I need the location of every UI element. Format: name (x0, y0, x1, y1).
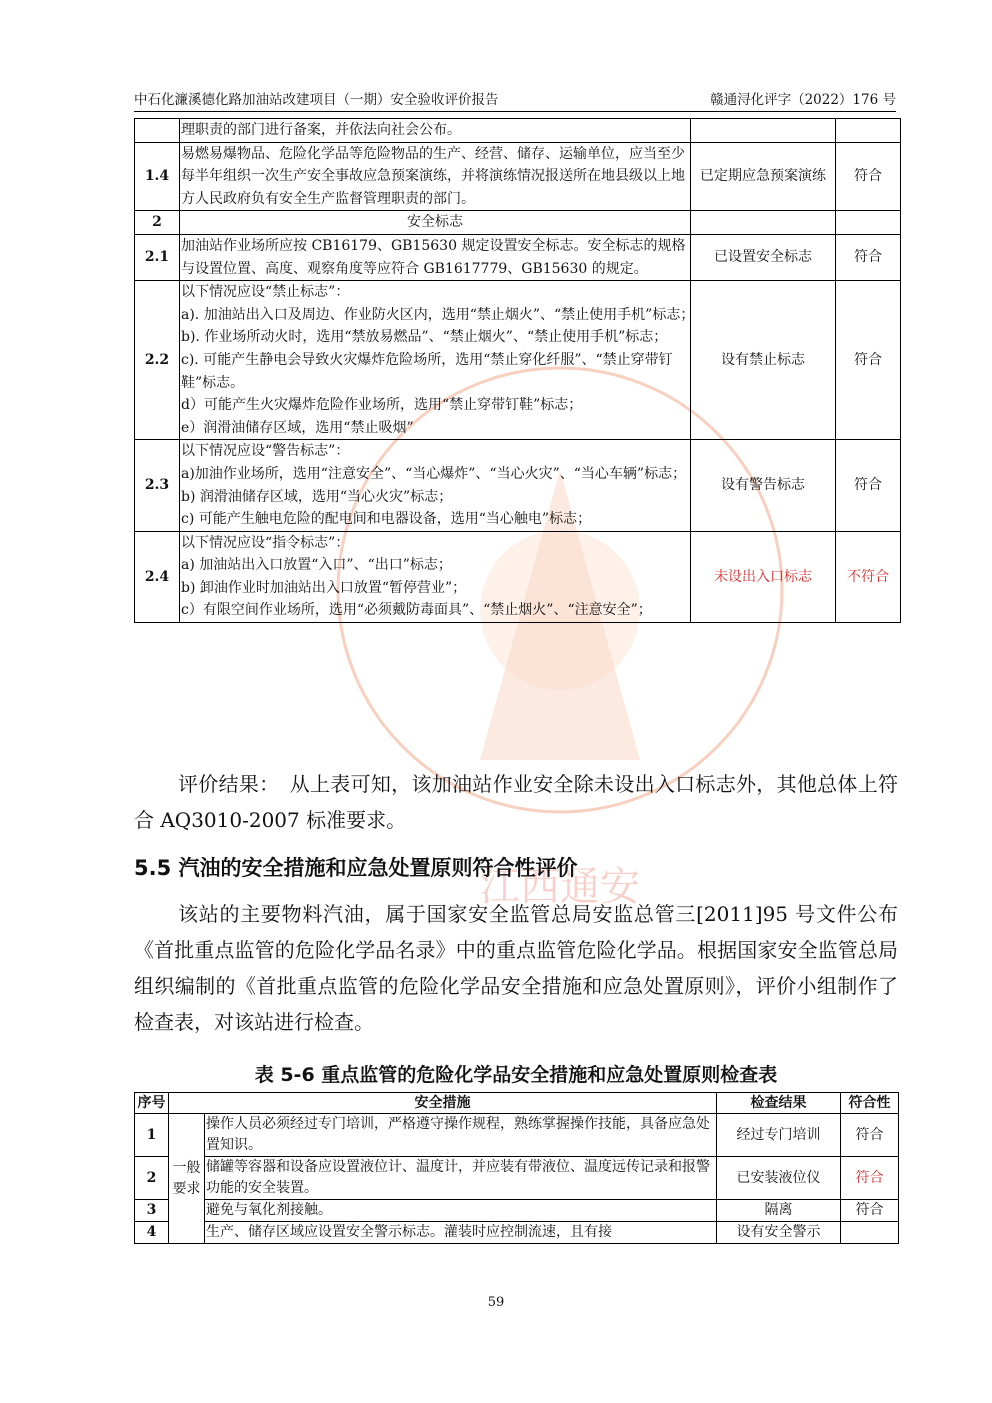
table-row (135, 1200, 899, 1222)
req-line: 以下情况应设“警告标志”： (181, 443, 350, 460)
row-compliance: 符合 (836, 281, 901, 440)
req-line: a). 加油站出入口及周边、作业防火区内，选用“禁止烟火”、“禁止使用手机”标志； b). 作业场所动火时，选用“禁放易燃品”、“禁止烟火”、“禁止使用手机”标志； c). 可能产生静电会导致火灾爆炸危险场所，选用“禁止穿化纤服”、“禁止穿带钉鞋”标志。 (181, 306, 716, 391)
row-result: 隔离 (717, 1200, 841, 1222)
table-row (135, 440, 901, 531)
header-result: 检查结果 (717, 1093, 841, 1114)
header-num: 序号 (135, 1093, 169, 1114)
table-row (135, 1222, 899, 1244)
header-compliance: 符合性 (841, 1093, 899, 1114)
row-num: 1 (135, 1114, 169, 1157)
table-header-row (135, 1093, 899, 1114)
row-result: 未设出入口标志 (691, 531, 836, 622)
req-line: 以下情况应设“指令标志”： (181, 534, 350, 551)
row-result (691, 119, 836, 143)
row-compliance (836, 119, 901, 143)
row-num: 2.1 (135, 234, 180, 280)
row-compliance: 符合 (841, 1157, 899, 1200)
row-measure: 生产、储存区域应设置安全警示标志。灌装时应控制流速，且有接 (205, 1222, 717, 1244)
row-compliance: 符合 (841, 1114, 899, 1157)
section-heading: 5.5 汽油的安全措施和应急处置原则符合性评价 (134, 856, 578, 880)
row-requirement: 理职责的部门进行备案，并依法向社会公布。 (180, 119, 691, 143)
row-section-title: 安全标志 (180, 211, 691, 235)
header-title: 中石化濂溪德化路加油站改建项目（一期）安全验收评价报告 (134, 92, 499, 108)
table-row (135, 1114, 899, 1157)
row-num: 2 (135, 211, 180, 235)
row-result: 已定期应急预案演练 (691, 142, 836, 211)
req-line: e）润滑油储存区域，选用“禁止吸烟” (181, 419, 414, 436)
table-row (135, 142, 901, 211)
table-row (135, 531, 901, 622)
req-line: 以下情况应设“禁止标志”： (181, 284, 350, 301)
row-category: 一般要求 (169, 1114, 205, 1244)
row-result: 设有安全警示 (717, 1222, 841, 1244)
req-line: c) 可能产生触电危险的配电间和电器设备，选用“当心触电”标志； (181, 511, 592, 528)
req-line: a) 加油站出入口放置“入口”、“出口”标志； (181, 557, 452, 574)
row-requirement: 加油站作业场所应按 CB16179、GB15630 规定设置安全标志。安全标志的规格与设置位置、高度、观察角度等应符合 GB1617779、GB15630 的规定。 (180, 234, 691, 280)
table-row (135, 234, 901, 280)
row-num: 1.4 (135, 142, 180, 211)
row-compliance: 符合 (836, 234, 901, 280)
req-line: b) 卸油作业时加油站出入口放置“暂停营业”； (181, 579, 467, 596)
table-row (135, 211, 901, 235)
row-result: 经过专门培训 (717, 1114, 841, 1157)
table-row (135, 119, 901, 143)
row-compliance: 符合 (841, 1200, 899, 1222)
row-result: 设有禁止标志 (691, 281, 836, 440)
page-number: 59 (487, 1295, 505, 1310)
row-num: 2 (135, 1157, 169, 1200)
table-row (135, 281, 901, 440)
row-compliance: 不符合 (836, 531, 901, 622)
row-num: 3 (135, 1200, 169, 1222)
row-requirement (180, 531, 691, 622)
row-result: 已安装液位仪 (717, 1157, 841, 1200)
row-measure: 避免与氧化剂接触。 (205, 1200, 717, 1222)
row-num: 4 (135, 1222, 169, 1244)
table-row (135, 1157, 899, 1200)
req-line: c）有限空间作业场所，选用“必须戴防毒面具”、“禁止烟火”、“注意安全”； (181, 602, 652, 619)
row-result: 设有警告标志 (691, 440, 836, 531)
row-result: 已设置安全标志 (691, 234, 836, 280)
row-num: 2.3 (135, 440, 180, 531)
row-compliance (841, 1222, 899, 1244)
page-header (134, 86, 896, 112)
row-measure: 储罐等容器和设备应设置液位计、温度计，并应装有带液位、温度远传记录和报警功能的安全装置。 (205, 1157, 717, 1200)
hazardous-chemicals-checklist-table (134, 1092, 899, 1244)
row-compliance: 符合 (836, 440, 901, 531)
evaluation-result: 评价结果： 从上表可知，该加油站作业安全除未设出入口标志外，其他总体上符合 AQ3010-2007 标准要求。 (134, 772, 898, 832)
row-compliance: 符合 (836, 142, 901, 211)
checklist-table-continued (134, 118, 901, 623)
row-num: 2.2 (135, 281, 180, 440)
req-line: a)加油作业场所，选用“注意安全”、“当心爆炸”、“当心火灾”、“当心车辆”标志； b) 润滑油储存区域，选用“当心火灾”标志； (181, 465, 708, 505)
row-num: 2.4 (135, 531, 180, 622)
header-doc-number: 赣通浔化评字（2022）176 号 (710, 92, 896, 108)
watermark-text: 江西通安 (480, 864, 640, 910)
row-requirement: 易燃易爆物品、危险化学品等危险物品的生产、经营、储存、运输单位，应当至少每半年组织一次生产安全事故应急预案演练，并将演练情况报送所在地县级以上地方人民政府负有安全生产监督管理职责的部门。 (180, 142, 691, 211)
row-requirement (180, 281, 716, 440)
req-line: d）可能产生火灾爆炸危险作业场所，选用“禁止穿带钉鞋”标志； (181, 397, 583, 414)
row-requirement (180, 440, 708, 531)
header-measure: 安全措施 (169, 1093, 717, 1114)
row-num (135, 119, 180, 143)
row-measure: 操作人员必须经过专门培训，严格遵守操作规程，熟练掌握操作技能，具备应急处置知识。 (205, 1114, 717, 1157)
table-caption: 表 5-6 重点监管的危险化学品安全措施和应急处置原则检查表 (254, 1064, 778, 1086)
section-paragraph: 该站的主要物料汽油，属于国家安全监管总局安监总管三[2011]95 号文件公布《首批重点监管的危险化学品名录》中的重点监管危险化学品。根据国家安全监管总局组织编制的《首批重点监管的危险化学品安全措施和应急处置原则》，评价小组制作了检查表，对该站进行检查。 (134, 902, 898, 1034)
